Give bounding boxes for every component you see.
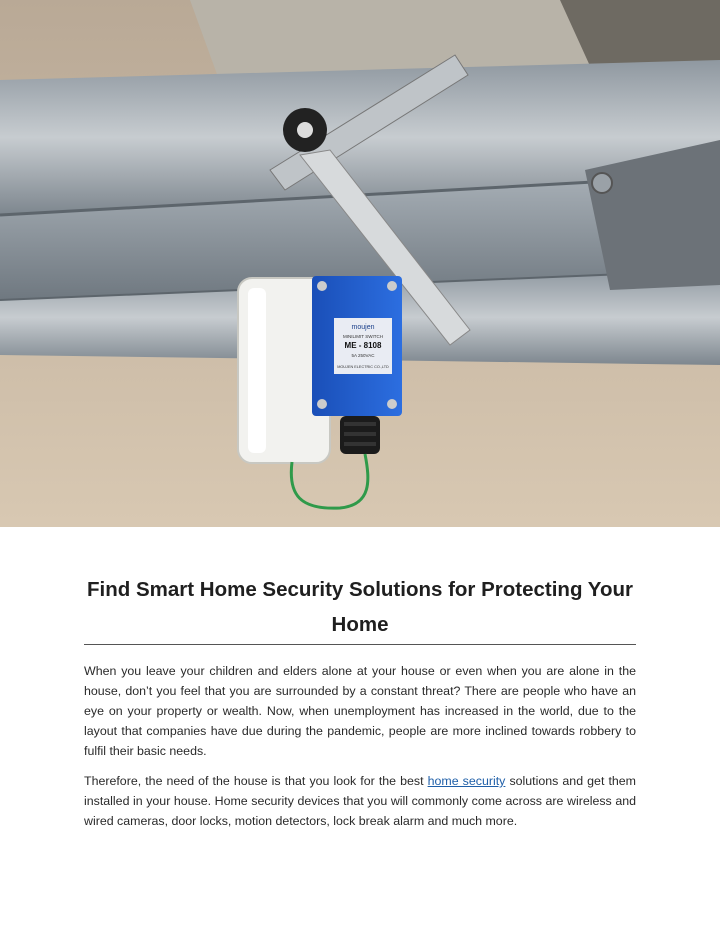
paragraph-2 [84,771,636,831]
switch-label-text: MINILIMIT SWITCH [343,334,383,339]
home-security-link[interactable]: home security [427,774,506,788]
title-divider [84,644,636,645]
switch-maker-text: MOUJEN ELECTRIC CO.,LTD [337,365,389,369]
paragraph-1: When you leave your children and elders alone at your house or even when you are alone in the house, don’t you feel that you are surrounded by a constant threat? There are people who have an eye on your property or wealth. Now, when unemployment has increased in the world, due to the layout that companies have due during the pandemic, people are more inclined towards robbery to fulfil their basic needs. [84,664,636,758]
paragraph-2-text-after: solutions and get them installed in your house. Home security devices that you will commonly come across are wireless and wired cameras, door locks, motion detectors, lock break alarm and much more. [84,774,636,828]
switch-model-text: ME - 8108 [344,341,382,350]
paragraph-2-text-before: Therefore, the need of the house is that you look for the best [84,774,428,788]
article-title: Find Smart Home Security Solutions for Protecting Your Home [87,578,633,636]
switch-brand-text: moujen [351,324,375,331]
switch-rating-text: 5A 250VAC [351,353,375,358]
